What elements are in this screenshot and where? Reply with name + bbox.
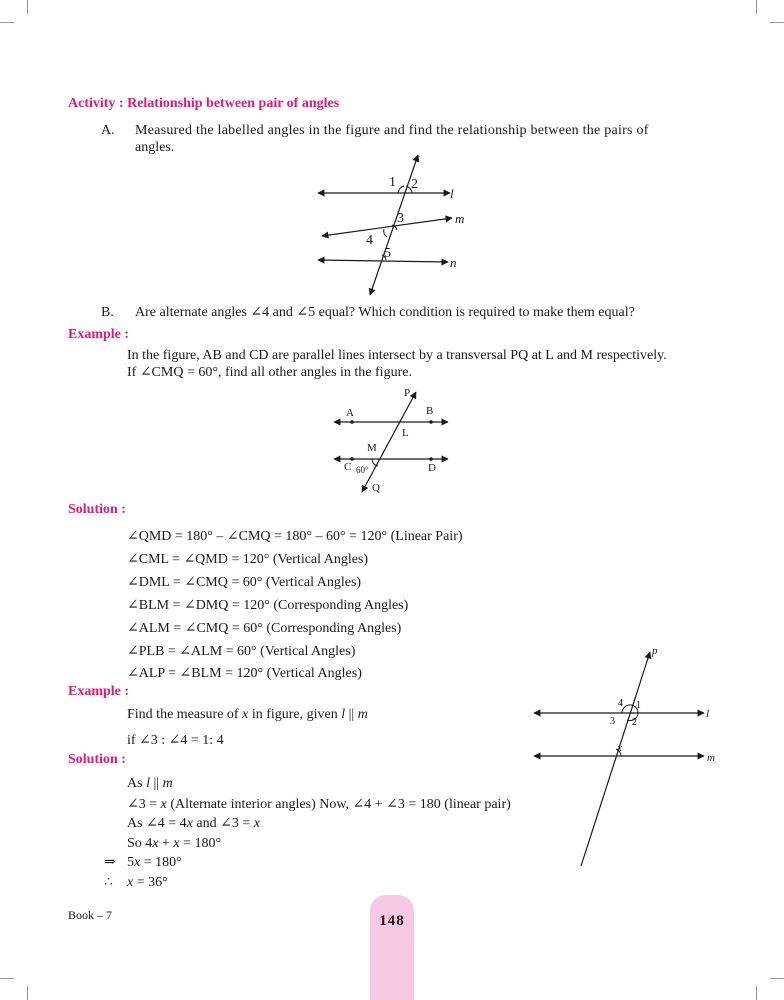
book-label: Book – 7 bbox=[68, 908, 113, 922]
label-t: t bbox=[416, 150, 420, 165]
point-d bbox=[429, 457, 433, 461]
solution1-heading: Solution : bbox=[68, 502, 126, 517]
solution2-line6: x = 36° bbox=[127, 875, 168, 890]
point-b bbox=[429, 420, 433, 424]
example1-line2: If ∠CMQ = 60°, find all other angles in the figure. bbox=[127, 365, 412, 380]
label-x-fig3: x bbox=[617, 742, 622, 754]
solution1-line: ∠ALP = ∠BLM = 120° (Vertical Angles) bbox=[127, 666, 362, 681]
solution1-line: ∠CML = ∠QMD = 120° (Vertical Angles) bbox=[127, 552, 369, 567]
activity-heading: Activity : Relationship between pair of angles bbox=[68, 96, 340, 111]
label-q: Q bbox=[372, 482, 380, 494]
label-d: D bbox=[428, 462, 436, 474]
solution2-line3: As ∠4 = 4x and ∠3 = x bbox=[127, 816, 260, 831]
solution2-heading: Solution : bbox=[68, 752, 126, 767]
example2-line2: if ∠3 : ∠4 = 1: 4 bbox=[127, 733, 224, 748]
angle-label-2: 2 bbox=[411, 177, 418, 192]
angle-label-4: 4 bbox=[366, 233, 373, 248]
angle-arc-4 bbox=[384, 229, 387, 237]
activity-a-text-line2: angles. bbox=[135, 140, 175, 155]
solution1-line: ∠BLM = ∠DMQ = 120° (Corresponding Angles) bbox=[127, 598, 409, 613]
label-60-degree: 60° bbox=[356, 465, 369, 475]
label-m-fig3: m bbox=[707, 752, 715, 764]
page-number: 148 bbox=[379, 913, 405, 929]
crop-mark bbox=[756, 0, 757, 14]
page-number-tab bbox=[370, 895, 414, 1000]
example1-line1: In the figure, AB and CD are parallel lines intersect by a transversal PQ at L and M respectively. bbox=[127, 348, 667, 363]
label-a: A bbox=[346, 407, 354, 419]
label-l-fig3: l bbox=[706, 708, 710, 720]
figure-ab-cd-transversal bbox=[320, 380, 460, 500]
label-m: m bbox=[455, 211, 465, 226]
angle-label-5: 5 bbox=[384, 246, 391, 261]
crop-mark bbox=[0, 22, 14, 23]
label-b: B bbox=[426, 405, 434, 417]
angle-arc-1 bbox=[398, 186, 404, 193]
solution2-line4: So 4x + x = 180° bbox=[127, 836, 222, 851]
solution1-line: ∠PLB = ∠ALM = 60° (Vertical Angles) bbox=[127, 644, 356, 659]
label-l: l bbox=[450, 186, 454, 201]
crop-mark bbox=[0, 978, 14, 979]
line-m bbox=[322, 218, 452, 236]
figure-l-parallel-m bbox=[526, 640, 726, 870]
solution1-line: ∠DML = ∠CMQ = 60° (Vertical Angles) bbox=[127, 575, 362, 590]
activity-b-marker: B. bbox=[101, 305, 114, 320]
example2-line1: Find the measure of x in figure, given l || m bbox=[127, 707, 368, 722]
crop-mark bbox=[27, 0, 28, 14]
activity-a-text-line1: Measured the labelled angles in the figure and find the relationship between the pairs of bbox=[135, 123, 649, 138]
implies-symbol: ⇒ bbox=[104, 855, 116, 870]
point-a bbox=[350, 420, 354, 424]
example1-heading: Example : bbox=[68, 327, 130, 342]
solution2-line1: As l || m bbox=[127, 776, 173, 791]
angle-label-3: 3 bbox=[397, 211, 404, 226]
angle-label-1-fig3: 1 bbox=[636, 700, 641, 711]
line-n bbox=[318, 260, 448, 262]
example2-heading: Example : bbox=[68, 684, 130, 699]
solution1-line: ∠ALM = ∠CMQ = 60° (Corresponding Angles) bbox=[127, 621, 402, 636]
crop-mark bbox=[27, 986, 28, 1000]
solution2-line5: 5x = 180° bbox=[127, 855, 182, 870]
label-c: C bbox=[344, 461, 352, 473]
angle-label-2-fig3: 2 bbox=[632, 717, 637, 728]
label-p: P bbox=[404, 387, 411, 399]
activity-a-marker: A. bbox=[101, 123, 115, 138]
angle-label-4-fig3: 4 bbox=[618, 698, 623, 709]
crop-mark bbox=[770, 978, 784, 979]
label-m-point: M bbox=[367, 442, 377, 454]
therefore-symbol: ∴ bbox=[104, 875, 113, 890]
crop-mark bbox=[770, 22, 784, 23]
angle-arc-4-fig3 bbox=[622, 705, 629, 713]
figure-parallel-lines-transversal bbox=[300, 150, 500, 300]
label-n: n bbox=[450, 255, 457, 270]
label-l-point: L bbox=[402, 427, 409, 439]
solution2-line2: ∠3 = x (Alternate interior angles) Now, ∠4 + ∠3 = 180 (linear pair) bbox=[127, 797, 511, 812]
solution1-line: ∠QMD = 180° – ∠CMQ = 180° – 60° = 120° (Linear Pair) bbox=[127, 529, 463, 544]
transversal-p bbox=[581, 652, 650, 866]
crop-mark bbox=[756, 986, 757, 1000]
activity-b-text: Are alternate angles ∠4 and ∠5 equal? Which condition is required to make them equal? bbox=[135, 305, 635, 320]
label-p-fig3: p bbox=[652, 645, 658, 657]
angle-label-3-fig3: 3 bbox=[610, 716, 615, 727]
angle-label-1: 1 bbox=[389, 175, 396, 190]
